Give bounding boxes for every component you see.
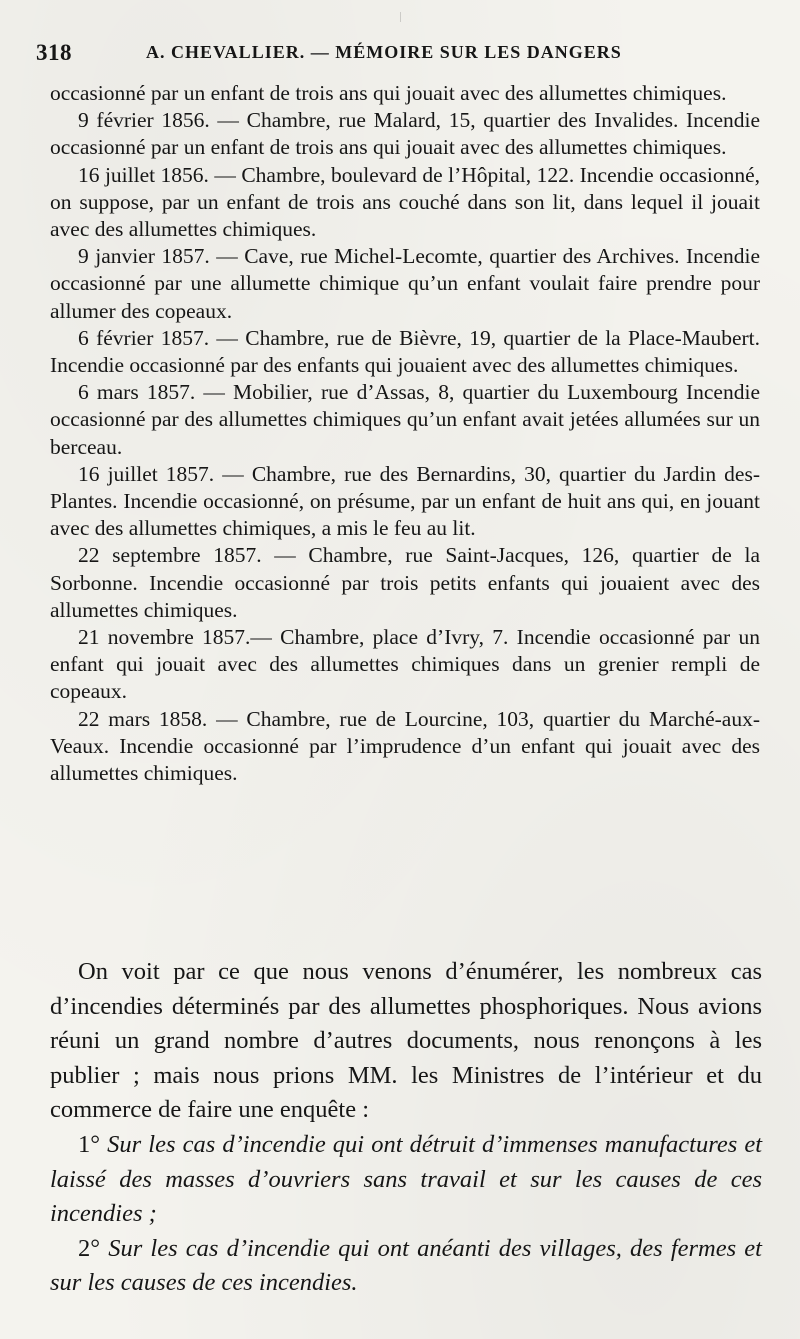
request-item-1-text: Sur les cas d’incendie qui ont détruit d’immenses manufactures et laissé des masses d’ouvriers sans travail et sur les causes de ces incendies ; xyxy=(50,1130,763,1228)
incident-entry: 16 juillet 1856. — Chambre, boulevard de l’Hôpital, 122. Incendie occasionné, on suppose, par un enfant de trois ans couché dans son lit, dans lequel il jouait avec des allumettes chimiques. xyxy=(50,162,760,242)
incident-entry: 16 juillet 1857. — Chambre, rue des Bernardins, 30, quartier du Jardin des-Plantes. Incendie occasionné, on présume, par un enfant de huit ans qui, en jouant avec des allumettes chimiques, a mis le feu au lit. xyxy=(50,461,760,541)
request-item-1 xyxy=(50,1128,762,1232)
running-head: A. CHEVALLIER. — MÉMOIRE SUR LES DANGERS xyxy=(146,42,622,62)
print-mark xyxy=(400,12,401,22)
closing-paragraph: On voit par ce que nous venons d’énumérer, les nombreux cas d’incendies déterminés par des allumettes phosphoriques. Nous avions réuni un grand nombre d’autres documents, nous renonçons à les publier ; mais nous prions MM. les Ministres de l’intérieur et du commerce de faire une enquête : xyxy=(50,958,762,1124)
incident-entry: 21 novembre 1857.— Chambre, place d’Ivry, 7. Incendie occasionné par un enfant qui jouait avec des allumettes chimiques dans un grenier rempli de copeaux. xyxy=(50,625,760,704)
request-item-2-text: Sur les cas d’incendie qui ont anéanti des villages, des fermes et sur les causes de ces incendies. xyxy=(50,1234,762,1297)
page-header xyxy=(36,40,756,76)
closing-section xyxy=(50,955,762,1301)
incident-entry: 6 février 1857. — Chambre, rue de Bièvre, 19, quartier de la Place-Maubert. Incendie occasionné par des enfants qui jouaient avec des allumettes chimiques. xyxy=(50,325,760,378)
request-item-2 xyxy=(50,1232,762,1301)
request-item-2-number: 2° xyxy=(78,1234,101,1262)
incident-entry: 9 février 1856. — Chambre, rue Malard, 15, quartier des Invalides. Incendie occasionné par un enfant de trois ans qui jouait avec des allumettes chimiques. xyxy=(50,108,760,160)
incident-entry: occasionné par un enfant de trois ans qui jouait avec des allumettes chimiques. xyxy=(50,81,727,105)
incident-list xyxy=(50,80,760,787)
incident-entry: 22 septembre 1857. — Chambre, rue Saint-Jacques, 126, quartier de la Sorbonne. Incendie occasionné par trois petits enfants qui jouaient avec des allumettes chimiques. xyxy=(50,543,760,622)
page-number: 318 xyxy=(36,40,72,65)
request-item-1-number: 1° xyxy=(78,1130,101,1158)
incident-entry: 22 mars 1858. — Chambre, rue de Lourcine, 103, quartier du Marché-aux-Veaux. Incendie occasionné par l’imprudence d’un enfant qui jouait avec des allumettes chimiques. xyxy=(50,706,760,786)
incident-entry: 6 mars 1857. — Mobilier, rue d’Assas, 8, quartier du Luxembourg Incendie occasionné par des allumettes chimiques qu’un enfant avait jetées allumées sur un berceau. xyxy=(50,380,760,459)
incident-entry: 9 janvier 1857. — Cave, rue Michel-Lecomte, quartier des Archives. Incendie occasionné par une allumette chimique qu’un enfant voulait faire prendre pour allumer des copeaux. xyxy=(50,244,760,323)
